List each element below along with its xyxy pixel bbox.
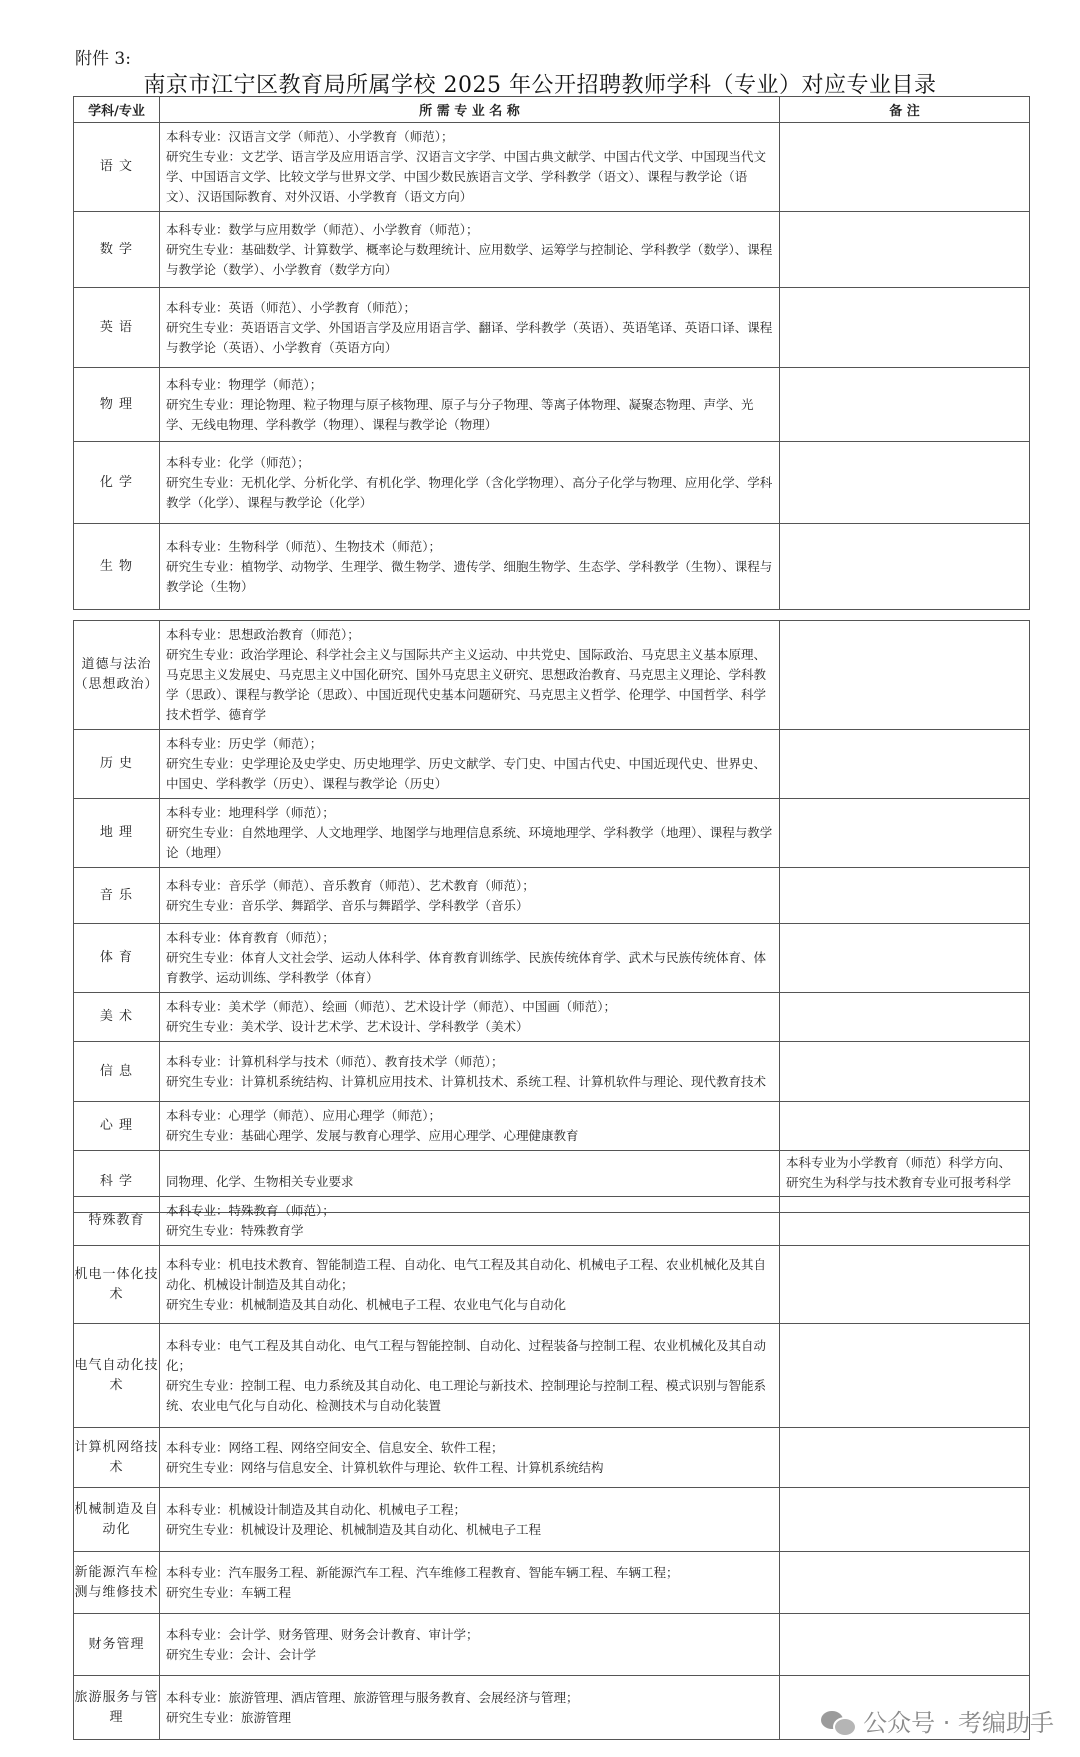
majors-line: 本科专业：思想政治教育（师范）；: [166, 627, 360, 642]
majors-cell: [160, 1428, 780, 1488]
majors-line: 本科专业：心理学（师范）、应用心理学（师范）；: [166, 1108, 442, 1123]
majors-line: 研究生专业：机械设计及理论、机械制造及其自动化、机械电子工程: [166, 1521, 542, 1537]
subject-cell: 道德与法治（思想政治）: [74, 621, 160, 730]
majors-cell: [160, 1042, 780, 1102]
subject-cell: 语 文: [74, 123, 160, 212]
table-row: [74, 868, 1030, 924]
majors-cell: [160, 1676, 780, 1740]
subject-cell: 物 理: [74, 368, 160, 442]
majors-line: 研究生专业：理论物理、粒子物理与原子核物理、原子与分子物理、等离子体物理、凝聚态物理、声学、光学、无线电物理、学科教学（物理）、课程与教学论（物理）: [166, 396, 754, 432]
majors-line: 同物理、化学、生物相关专业要求: [166, 1173, 354, 1189]
majors-cell: [160, 1614, 780, 1676]
document-title: 南京市江宁区教育局所属学校 2025 年公开招聘教师学科（专业）对应专业目录: [143, 73, 937, 98]
majors-cell: [160, 524, 780, 610]
table-row: [74, 1614, 1030, 1676]
table-row: [74, 368, 1030, 442]
note-cell: [780, 1614, 1030, 1676]
table-row: [74, 1246, 1030, 1324]
majors-cell: [160, 1488, 780, 1552]
majors-cell: [160, 1197, 780, 1246]
table-row: [74, 288, 1030, 368]
subject-cell: 信 息: [74, 1042, 160, 1102]
majors-cell: [160, 212, 780, 288]
table-row: [74, 1042, 1030, 1102]
note-cell: [780, 1197, 1030, 1246]
note-cell: [780, 1246, 1030, 1324]
subject-cell: 英 语: [74, 288, 160, 368]
subject-cell: 机械制造及自动化: [74, 1488, 160, 1552]
majors-line: 本科专业：汽车服务工程、新能源汽车工程、汽车维修工程教育、智能车辆工程、车辆工程；: [166, 1564, 679, 1580]
note-cell: [780, 123, 1030, 212]
note-cell: [780, 799, 1030, 868]
note-cell: [780, 442, 1030, 524]
majors-line: 研究生专业：政治学理论、科学社会主义与国际共产主义运动、中共党史、国际政治、马克思主义基本原理、马克思主义发展史、马克思主义中国化研究、国外马克思主义研究、思想政治教育、马克思主义理论、学科教学（思政）、课程与教学论（思政）、中国近现代史基本问题研究、马克思主义哲学、伦理学、中国哲学、科学技术哲学、德育学: [166, 647, 767, 722]
note-cell: [780, 524, 1030, 610]
note-cell: 本科专业为小学教育（师范）科学方向、研究生为科学与技术教育专业可报考科学: [780, 1151, 1030, 1213]
majors-cell: [160, 1102, 780, 1151]
note-cell: [780, 730, 1030, 799]
majors-cell: [160, 123, 780, 212]
note-cell: [780, 868, 1030, 924]
majors-line: 本科专业：旅游管理、酒店管理、旅游管理与服务教育、会展经济与管理；: [166, 1689, 579, 1705]
note-cell: [780, 1042, 1030, 1102]
table-row: [74, 1428, 1030, 1488]
table-row: [74, 621, 1030, 730]
subject-cell: 历 史: [74, 730, 160, 799]
subject-cell: 体 育: [74, 924, 160, 993]
majors-line: 研究生专业：无机化学、分析化学、有机化学、物理化学（含化学物理）、高分子化学与物理、应用化学、学科教学（化学）、课程与教学论（化学）: [166, 474, 773, 510]
note-cell: [780, 1324, 1030, 1428]
majors-line: 研究生专业：网络与信息安全、计算机软件与理论、软件工程、计算机系统结构: [166, 1459, 604, 1475]
note-cell: [780, 1102, 1030, 1151]
subject-cell: 科 学: [74, 1151, 160, 1213]
subject-cell: 化 学: [74, 442, 160, 524]
majors-line: 本科专业：机械设计制造及其自动化、机械电子工程；: [166, 1501, 467, 1517]
table-row: [74, 799, 1030, 868]
majors-line: 本科专业：地理科学（师范）；: [166, 805, 335, 820]
table-row: [74, 212, 1030, 288]
majors-line: 本科专业：化学（师范）；: [166, 454, 310, 470]
majors-line: 研究生专业：旅游管理: [166, 1709, 292, 1725]
majors-line: 研究生专业：控制工程、电力系统及其自动化、电工理论与新技术、控制理论与控制工程、模式识别与智能系统、农业电气化与自动化、检测技术与自动化装置: [166, 1377, 767, 1413]
attachment-label: 附件 3:: [75, 49, 131, 69]
majors-cell: [160, 1324, 780, 1428]
table-row: [74, 1552, 1030, 1614]
majors-line: 研究生专业：基础数学、计算数学、概率论与数理统计、应用数学、运筹学与控制论、学科教学（数学）、课程与教学论（数学）、小学教育（数学方向）: [166, 241, 773, 277]
majors-line: 本科专业：数学与应用数学（师范）、小学教育（师范）；: [166, 221, 479, 237]
majors-cell: [160, 621, 780, 730]
table-section-3: [73, 1196, 1030, 1740]
majors-cell: [160, 730, 780, 799]
note-cell: [780, 993, 1030, 1042]
subject-cell: 心 理: [74, 1102, 160, 1151]
majors-cell: [160, 368, 780, 442]
header-majors: 所 需 专 业 名 称: [160, 97, 780, 123]
subject-cell: 生 物: [74, 524, 160, 610]
majors-line: 本科专业：英语（师范）、小学教育（师范）；: [166, 299, 417, 315]
majors-line: 本科专业：汉语言文学（师范）、小学教育（师范）；: [166, 129, 454, 144]
majors-line: 本科专业：网络工程、网络空间安全、信息安全、软件工程；: [166, 1439, 504, 1455]
majors-line: 本科专业：会计学、财务管理、财务会计教育、审计学；: [166, 1626, 479, 1642]
watermark: [821, 1703, 1054, 1738]
wechat-icon: [821, 1707, 855, 1735]
majors-line: 研究生专业：音乐学、舞蹈学、音乐与舞蹈学、学科教学（音乐）: [166, 897, 529, 913]
majors-line: 本科专业：美术学（师范）、绘画（师范）、艺术设计学（师范）、中国画（师范）；: [166, 999, 617, 1014]
majors-line: 研究生专业：计算机系统结构、计算机应用技术、计算机技术、系统工程、计算机软件与理论、现代教育技术: [166, 1073, 767, 1089]
table-row: [74, 993, 1030, 1042]
majors-line: 研究生专业：英语语言文学、外国语言学及应用语言学、翻译、学科教学（英语）、英语笔译、英语口译、课程与教学论（英语）、小学教育（英语方向）: [166, 319, 773, 355]
majors-line: 本科专业：生物科学（师范）、生物技术（师范）；: [166, 538, 442, 554]
table-row: [74, 1102, 1030, 1151]
table-row: [74, 1488, 1030, 1552]
watermark-text: 公众号 · 考编助手: [863, 1709, 1054, 1737]
note-cell: [780, 1428, 1030, 1488]
majors-cell: [160, 799, 780, 868]
table-row: [74, 442, 1030, 524]
majors-line: 研究生专业：史学理论及史学史、历史地理学、历史文献学、专门史、中国古代史、中国近现代史、世界史、中国史、学科教学（历史）、课程与教学论（历史）: [166, 756, 767, 791]
majors-line: 研究生专业：体育人文社会学、运动人体科学、体育教育训练学、民族传统体育学、武术与民族传统体育、体育教学、运动训练、学科教学（体育）: [166, 950, 767, 985]
majors-line: 研究生专业：植物学、动物学、生理学、微生物学、遗传学、细胞生物学、生态学、学科教学（生物）、课程与教学论（生物）: [166, 558, 773, 594]
subject-cell: 特殊教育: [74, 1197, 160, 1246]
subject-cell: 美 术: [74, 993, 160, 1042]
note-cell: [780, 288, 1030, 368]
majors-cell: [160, 993, 780, 1042]
table-section-2: [73, 620, 1030, 1213]
header-subject: 学科/专业: [74, 97, 160, 123]
subject-cell: 数 学: [74, 212, 160, 288]
majors-line: 研究生专业：文艺学、语言学及应用语言学、汉语言文字学、中国古典文献学、中国古代文学、中国现当代文学、中国语言文学、比较文学与世界文学、中国少数民族语言文学、学科教学（语文）、课程与教学论（语文）、汉语国际教育、对外汉语、小学教育（语文方向）: [166, 149, 767, 204]
table-row: [74, 730, 1030, 799]
majors-line: 研究生专业：机械制造及其自动化、机械电子工程、农业电气化与自动化: [166, 1296, 567, 1312]
subject-cell: 音 乐: [74, 868, 160, 924]
majors-line: 本科专业：音乐学（师范）、音乐教育（师范）、艺术教育（师范）；: [166, 877, 535, 893]
note-cell: [780, 1488, 1030, 1552]
note-cell: [780, 1552, 1030, 1614]
table-row: [74, 1197, 1030, 1246]
majors-line: 本科专业：历史学（师范）；: [166, 736, 323, 751]
table-section-1: [73, 96, 1030, 610]
subject-cell: 财务管理: [74, 1614, 160, 1676]
majors-line: 研究生专业：自然地理学、人文地理学、地图学与地理信息系统、环境地理学、学科教学（地理）、课程与教学论（地理）: [166, 825, 773, 860]
majors-line: 本科专业：电气工程及其自动化、电气工程与智能控制、自动化、过程装备与控制工程、农业机械化及其自动化；: [166, 1337, 767, 1373]
subject-cell: 旅游服务与管理: [74, 1676, 160, 1740]
majors-cell: [160, 1552, 780, 1614]
note-cell: [780, 212, 1030, 288]
subject-cell: 电气自动化技术: [74, 1324, 160, 1428]
table-row: [74, 1324, 1030, 1428]
note-cell: [780, 368, 1030, 442]
majors-line: 研究生专业：车辆工程: [166, 1584, 292, 1600]
majors-line: 本科专业：物理学（师范）；: [166, 376, 323, 392]
majors-line: 研究生专业：美术学、设计艺术学、艺术设计、学科教学（美术）: [166, 1019, 529, 1034]
header-note: 备 注: [780, 97, 1030, 123]
majors-line: 本科专业：体育教育（师范）；: [166, 930, 335, 945]
majors-line: 本科专业：机电技术教育、智能制造工程、自动化、电气工程及其自动化、机械电子工程、农业机械化及其自动化、机械设计制造及其自动化；: [166, 1256, 767, 1292]
table-row: [74, 924, 1030, 993]
subject-cell: 计算机网络技术: [74, 1428, 160, 1488]
majors-cell: [160, 1246, 780, 1324]
majors-cell: [160, 924, 780, 993]
note-cell: [780, 621, 1030, 730]
majors-line: 研究生专业：特殊教育学: [166, 1223, 304, 1238]
majors-line: 本科专业：特殊教育（师范）；: [166, 1203, 335, 1218]
table-row: [74, 524, 1030, 610]
majors-line: 研究生专业：基础心理学、发展与教育心理学、应用心理学、心理健康教育: [166, 1128, 579, 1143]
subject-cell: 新能源汽车检测与维修技术: [74, 1552, 160, 1614]
table-row: [74, 123, 1030, 212]
majors-cell: [160, 442, 780, 524]
subject-cell: 机电一体化技术: [74, 1246, 160, 1324]
subject-cell: 地 理: [74, 799, 160, 868]
majors-line: 研究生专业：会计、会计学: [166, 1646, 317, 1662]
note-cell: [780, 924, 1030, 993]
majors-cell: [160, 288, 780, 368]
table-header-row: [74, 97, 1030, 123]
majors-line: 本科专业：计算机科学与技术（师范）、教育技术学（师范）；: [166, 1053, 504, 1069]
majors-cell: [160, 868, 780, 924]
